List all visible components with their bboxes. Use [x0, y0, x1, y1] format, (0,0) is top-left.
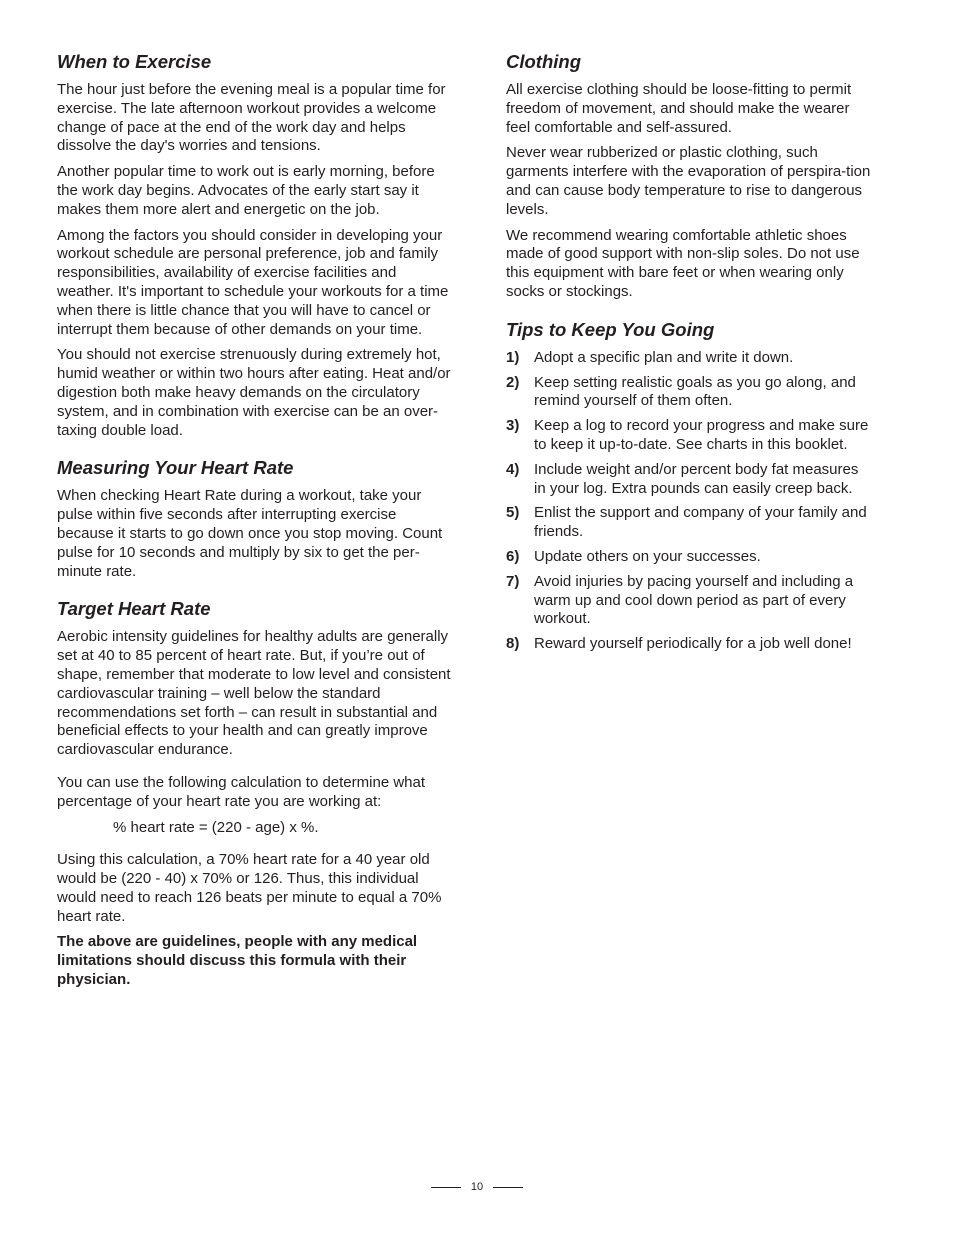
list-text: Update others on your successes. [534, 547, 761, 565]
list-number: 4) [506, 460, 520, 478]
paragraph: Among the factors you should consider in developing your workout schedule are personal preference, job and family responsibilities, availability of exercise facilities and weather. It's important to schedule your workouts for a time when there is little chance that you will have to cancel or interrupt them because of other demands on your time. [57, 226, 449, 338]
list-item [506, 417, 871, 455]
section-heading-tips: Tips to Keep You Going [506, 318, 715, 340]
section-heading-measuring-heart-rate: Measuring Your Heart Rate [57, 457, 294, 479]
right-column [506, 50, 871, 660]
list-text: Reward yourself periodically for a job well done! [534, 635, 852, 653]
list-number: 2) [506, 373, 520, 391]
paragraph: Another popular time to work out is early morning, before the work day begins. Advocates of the early start say it makes them more alert and energetic on the job. [57, 163, 435, 218]
list-number: 1) [506, 348, 520, 366]
paragraph: Using this calculation, a 70% heart rate for a 40 year old would be (220 - 40) x 70% or 126. Thus, this individual would need to reach 126 beats per minute to equal a 70% heart rate. [57, 851, 442, 925]
list-text: Adopt a specific plan and write it down. [534, 348, 794, 366]
paragraph: We recommend wearing comfortable athletic shoes made of good support with non-slip soles. Do not use this equipment with bare feet or when wearing only socks or stockings. [506, 226, 860, 300]
list-item [506, 548, 871, 567]
paragraph: Aerobic intensity guidelines for healthy adults are generally set at 40 to 85 percent of heart rate. But, if you’re out of shape, remember that moderate to low level and consistent cardiovascular training – well below the standard recommendations set forth – can result in substantial and beneficial effects to your health and can greatly improve cardiovascular endurance. [57, 628, 451, 759]
footer-rule-right [493, 1187, 523, 1188]
list-item [506, 461, 871, 499]
list-item [506, 374, 871, 412]
paragraph: When checking Heart Rate during a workout, take your pulse within five seconds after interrupting exercise because it starts to go down once you stop moving. Count pulse for 10 seconds and multiply by six to get the per-minute rate. [57, 487, 443, 580]
list-item [506, 573, 871, 629]
paragraph: You can use the following calculation to determine what percentage of your heart rate you are working at: [57, 773, 426, 810]
tips-list [506, 349, 871, 654]
list-text: Keep a log to record your progress and make sure to keep it up-to-date. See charts in this booklet. [534, 417, 869, 453]
list-item [506, 635, 871, 654]
list-text: Include weight and/or percent body fat measures in your log. Extra pounds can easily creep back. [534, 460, 859, 497]
list-text: Keep setting realistic goals as you go along, and remind yourself of them often. [534, 373, 856, 410]
list-item [506, 349, 871, 368]
list-text: Enlist the support and company of your family and friends. [534, 504, 867, 541]
list-number: 8) [506, 635, 520, 653]
page-footer [0, 1180, 954, 1194]
heart-rate-formula: % heart rate = (220 - age) x %. [113, 818, 319, 836]
section-heading-target-heart-rate: Target Heart Rate [57, 598, 211, 620]
paragraph: All exercise clothing should be loose-fitting to permit freedom of movement, and should make the wearer feel comfortable and self-assured. [506, 81, 852, 136]
paragraph: Never wear rubberized or plastic clothing, such garments interfere with the evaporation of perspira-tion and can cause body temperature to rise to dangerous levels. [506, 144, 871, 218]
list-number: 3) [506, 417, 520, 435]
footer-rule-left [431, 1187, 461, 1188]
page-number: 10 [470, 1181, 484, 1194]
left-column [57, 50, 457, 997]
list-number: 5) [506, 504, 520, 522]
list-item [506, 504, 871, 542]
medical-warning: The above are guidelines, people with any medical limitations should discuss this formula with their physician. [57, 933, 418, 989]
section-heading-clothing: Clothing [506, 51, 582, 72]
list-text: Avoid injuries by pacing yourself and including a warm up and cool down period as part of every workout. [534, 572, 854, 628]
list-number: 6) [506, 547, 520, 565]
section-heading-when-to-exercise: When to Exercise [57, 51, 212, 72]
paragraph: You should not exercise strenuously during extremely hot, humid weather or within two hours after eating. Heat and/or digestion both make heavy demands on the circulatory system, and in combination with exercise can be an over-taxing double load. [57, 346, 451, 439]
list-number: 7) [506, 572, 520, 590]
paragraph: The hour just before the evening meal is a popular time for exercise. The late afternoon workout provides a welcome change of pace at the end of the work day and helps dissolve the day's worries and tensions. [57, 81, 446, 155]
